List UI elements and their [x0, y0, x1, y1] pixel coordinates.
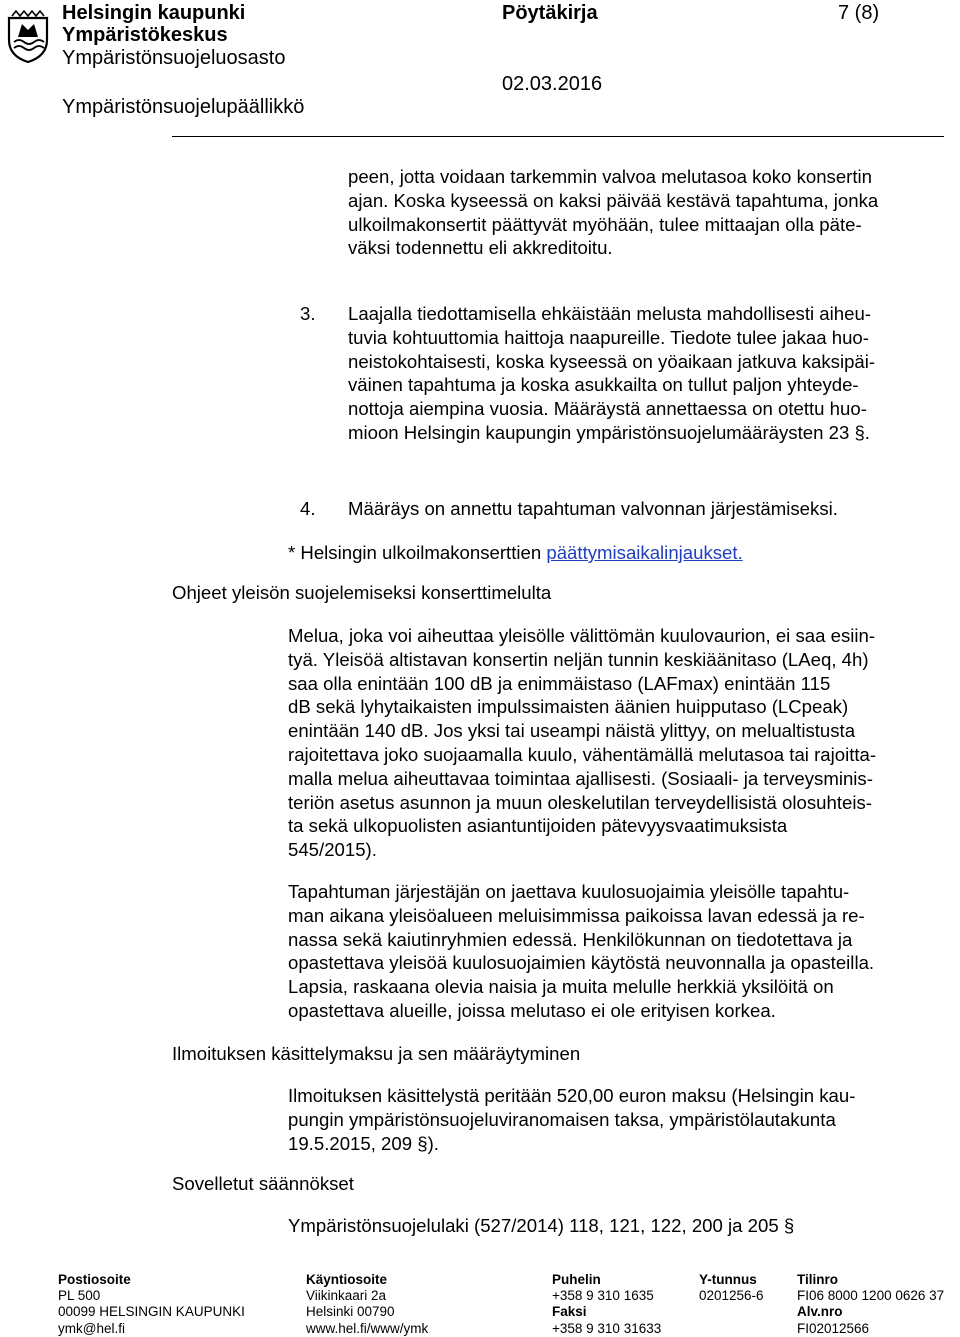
footnote-text: * Helsingin ulkoilmakonserttien — [288, 542, 547, 563]
text-line: nassa sekä kaiutinryhmien edessä. Henkilökunnan on tiedotettava ja — [288, 928, 853, 950]
text-line: Tapahtuman järjestäjän on jaettava kuulosuojaimia yleisölle tapahtu- — [288, 881, 850, 902]
text-line: ajan. Koska kyseessä on kaksi päivää kestävä tapahtuma, jonka — [348, 189, 879, 211]
protection-paragraph-1 — [288, 624, 876, 862]
text-line: 545/2015). — [288, 839, 377, 861]
footer-postal-line: PL 500 — [58, 1288, 101, 1304]
fee-paragraph — [288, 1084, 855, 1155]
text-line: opastettava alueille, joissa melutaso ei ole erityisen korkea. — [288, 999, 776, 1021]
header-org-name: Helsingin kaupunki — [62, 2, 246, 24]
footer-visiting-line: Viikinkaari 2a — [306, 1288, 387, 1304]
item-3-paragraph — [348, 302, 875, 445]
text-line: Melua, joka voi aiheuttaa yleisölle välittömän kuulovaurion, ei saa esiin- — [288, 625, 876, 646]
text-line: nottoja aiempina vuosia. Määräystä annettaessa on otettu huo- — [348, 398, 867, 420]
intro-paragraph — [348, 165, 878, 260]
section-heading-fee: Ilmoituksen käsittelymaksu ja sen määräytyminen — [172, 1043, 581, 1064]
footer-postal — [58, 1272, 245, 1337]
text-line: mioon Helsingin kaupungin ympäristönsuojelumääräysten 23 §. — [348, 421, 870, 443]
helsinki-coat-of-arms-icon — [6, 10, 50, 64]
text-line: rajoitettava joko suojaamalla kuulo, vähentämällä melutasoa tai rajoitta- — [288, 743, 877, 765]
text-line: opastettava yleisöä kuulosuojaimien käytöstä neuvonnalla ja opasteilla. — [288, 952, 875, 974]
section-heading-rules: Sovelletut säännökset — [172, 1173, 354, 1194]
section-heading-protection: Ohjeet yleisön suojelemiseksi konserttimelulta — [172, 582, 552, 603]
footer-visiting-label: Käyntiosoite — [306, 1272, 388, 1287]
text-line: tyä. Yleisöä altistavan konsertin neljän tunnin keskiäänitaso (LAeq, 4h) — [288, 648, 869, 670]
header-decision-maker: Ympäristönsuojelupäällikkö — [62, 96, 305, 118]
footer-postal-line: 00099 HELSINGIN KAUPUNKI — [58, 1304, 245, 1320]
footer-phone-label: Puhelin — [552, 1272, 601, 1287]
footer-bank-value: FI06 8000 1200 0626 37 — [797, 1288, 945, 1304]
text-line: tuvia kohtuuttomia haittoja naapureille. Tiedote tulee jakaa huo- — [348, 326, 869, 348]
footer-postal-label: Postiosoite — [58, 1272, 131, 1287]
item-4-text: Määräys on annettu tapahtuman valvonnan järjestämiseksi. — [348, 498, 838, 519]
text-line: malla melua aiheuttavaa toimintaa ajallisesti. (Sosiaali- ja terveysminis- — [288, 767, 873, 789]
footer-business-id-value: 0201256-6 — [699, 1288, 764, 1304]
footer-phone — [552, 1272, 661, 1337]
text-line: neistokohtaisesti, koska kyseessä on yöaikaan jatkuva kaksipäi- — [348, 350, 876, 372]
text-line: saa olla enintään 100 dB ja enimmäistaso (LAFmax) enintään 115 — [288, 672, 831, 694]
text-line: enintään 140 dB. Jos yksi tai useampi näistä ylittyy, on melualtistusta — [288, 720, 856, 742]
footer-fax-value: +358 9 310 31633 — [552, 1320, 662, 1336]
footer-phone-value: +358 9 310 1635 — [552, 1288, 654, 1304]
footer-vat-value: FI02012566 — [797, 1320, 870, 1336]
closing-times-link[interactable]: päättymisaikalinjaukset. — [546, 542, 743, 563]
header-unit-name: Ympäristönsuojeluosasto — [62, 47, 286, 69]
header-divider — [172, 136, 944, 137]
text-line: ulkoilmakonsertit päättyvät myöhään, tulee mittaajan olla päte- — [348, 213, 862, 235]
item-4-number: 4. — [300, 498, 316, 519]
text-line: Lapsia, raskaana olevia naisia ja muita melulle herkkiä yksilöitä on — [288, 976, 834, 998]
rules-text: Ympäristönsuojelulaki (527/2014) 118, 121, 122, 200 ja 205 § — [288, 1215, 795, 1236]
text-line: Laajalla tiedottamisella ehkäistään melusta mahdollisesti aiheu- — [348, 303, 871, 324]
protection-paragraph-2 — [288, 880, 874, 1023]
text-line: ta sekä ulkopuolisten asiantuntijoiden pätevyysvaatimuksista — [288, 815, 788, 837]
header-doc-type: Pöytäkirja — [502, 2, 598, 24]
text-line: peen, jotta voidaan tarkemmin valvoa melutasoa koko konsertin — [348, 166, 873, 187]
footer-business-id-label: Y-tunnus — [699, 1272, 757, 1287]
header-page-number: 7 (8) — [838, 2, 880, 24]
text-line: Ilmoituksen käsittelystä peritään 520,00 euron maksu (Helsingin kau- — [288, 1085, 856, 1106]
footnote — [288, 541, 743, 565]
item-3-number: 3. — [300, 303, 316, 324]
footer-bank-label: Tilinro — [797, 1272, 839, 1287]
footer-postal-email: ymk@hel.fi — [58, 1320, 125, 1336]
footer-visiting-line: Helsinki 00790 — [306, 1304, 395, 1320]
text-line: 19.5.2015, 209 §). — [288, 1132, 439, 1154]
text-line: väinen tapahtuma ja koska asukkailta on tullut paljon yhteyde- — [348, 374, 859, 396]
text-line: dB sekä lyhytaikaisten impulssimaisten äänien huipputaso (LCpeak) — [288, 696, 849, 718]
footer-bank — [797, 1272, 944, 1337]
footer-business-id — [699, 1272, 764, 1304]
text-line: väksi todennettu eli akkreditoitu. — [348, 237, 613, 259]
header-date: 02.03.2016 — [502, 73, 603, 95]
footer-visiting-web: www.hel.fi/www/ymk — [306, 1320, 429, 1336]
footer-visiting — [306, 1272, 428, 1337]
header-dept-name: Ympäristökeskus — [62, 24, 228, 46]
text-line: teriön asetus asunnon ja muun oleskelutilan terveydellisistä olosuhteis- — [288, 791, 872, 813]
text-line: pungin ympäristönsuojeluviranomaisen taksa, ympäristölautakunta — [288, 1108, 836, 1130]
footer-vat-label: Alv.nro — [797, 1304, 843, 1320]
text-line: man aikana yleisöalueen meluisimmissa paikoissa lavan edessä ja re- — [288, 904, 865, 926]
footer-fax-label: Faksi — [552, 1304, 587, 1320]
